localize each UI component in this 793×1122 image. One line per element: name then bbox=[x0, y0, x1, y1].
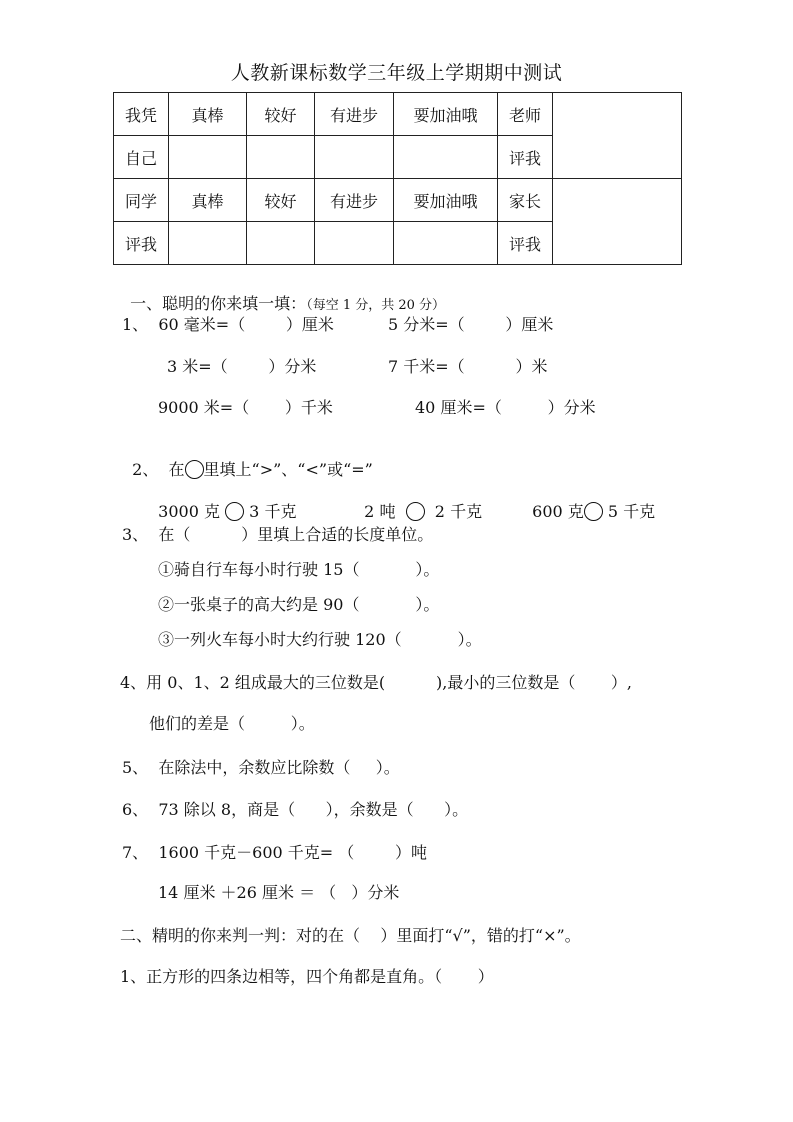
self-eval-cell-great[interactable] bbox=[169, 136, 247, 179]
q2-suffix: 里填上“>”、“<”或“=” bbox=[203, 460, 373, 479]
q1-cm-to-dm: 40 厘米=（ ）分米 bbox=[415, 398, 596, 417]
q2-c2-left: 2 吨 bbox=[364, 502, 396, 521]
peer-eval-cell-try-harder[interactable] bbox=[394, 222, 498, 265]
self-eval-cell-try-harder[interactable] bbox=[394, 136, 498, 179]
page-title: 人教新课标数学三年级上学期期中测试 bbox=[230, 62, 563, 84]
teacher-eval-label-top: 老师 bbox=[498, 93, 553, 136]
section1-score-note: （每空 1 分，共 20 分） bbox=[306, 298, 446, 313]
q2-c2-right: 2 千克 bbox=[434, 502, 483, 521]
q3-instruction: 3、 在（ ）里填上合适的长度单位。 bbox=[122, 525, 434, 544]
self-eval-label-bottom: 自己 bbox=[114, 136, 169, 179]
q1-m-to-km: 9000 米=（ ）千米 bbox=[158, 398, 333, 417]
q2-c1-left: 3000 克 bbox=[158, 502, 220, 521]
q5: 5、 在除法中，余数应比除数（ ）。 bbox=[122, 758, 400, 777]
level-good: 较好 bbox=[247, 179, 315, 222]
q3-item-a: ①骑自行车每小时行驶 15（ ）。 bbox=[158, 560, 440, 579]
peer-eval-cell-good[interactable] bbox=[247, 222, 315, 265]
level-good: 较好 bbox=[247, 93, 315, 136]
self-eval-cell-good[interactable] bbox=[247, 136, 315, 179]
q1-km-to-m: 7 千米=（ ）米 bbox=[388, 357, 548, 376]
q7-line2: 14 厘米 ＋26 厘米 ＝ （ ）分米 bbox=[158, 883, 400, 902]
q2-instruction bbox=[122, 440, 373, 480]
self-eval-cell-progress[interactable] bbox=[315, 136, 394, 179]
parent-eval-label-top: 家长 bbox=[498, 179, 553, 222]
q2-c1-right: 3 千克 bbox=[249, 502, 297, 521]
section2-heading: 二、精明的你来判一判：对的在（ ）里面打“√”，错的打“×”。 bbox=[120, 926, 581, 945]
level-progress: 有进步 bbox=[315, 93, 394, 136]
q2-c3-right: 5 千克 bbox=[607, 502, 656, 521]
q4-line1: 4、用 0、1、2 组成最大的三位数是( ),最小的三位数是（ ）, bbox=[120, 673, 633, 692]
self-eval-label-top: 我凭 bbox=[114, 93, 169, 136]
evaluation-table bbox=[113, 92, 682, 265]
circle-icon bbox=[185, 460, 204, 479]
q2-compare-1 bbox=[148, 482, 296, 522]
s2-q1: 1、正方形的四条边相等，四个角都是直角。（ ） bbox=[120, 967, 494, 986]
level-try-harder: 要加油哦 bbox=[394, 179, 498, 222]
teacher-eval-cell[interactable] bbox=[553, 93, 682, 179]
compare-circle-1[interactable] bbox=[225, 502, 244, 521]
q1-m-to-dm: 3 米=（ ）分米 bbox=[167, 357, 317, 376]
parent-eval-label-bottom: 评我 bbox=[498, 222, 553, 265]
level-try-harder: 要加油哦 bbox=[394, 93, 498, 136]
q3-item-c: ③一列火车每小时大约行驶 120（ ）。 bbox=[158, 630, 482, 649]
parent-eval-cell[interactable] bbox=[553, 179, 682, 265]
peer-eval-label-bottom: 评我 bbox=[114, 222, 169, 265]
peer-eval-cell-progress[interactable] bbox=[315, 222, 394, 265]
q6: 6、 73 除以 8，商是（ ），余数是（ ）。 bbox=[122, 800, 469, 819]
q2-compare-2 bbox=[354, 482, 482, 522]
q2-c3-left: 600 克 bbox=[532, 502, 584, 521]
level-great: 真棒 bbox=[169, 179, 247, 222]
q2-prefix: 2、 在 bbox=[132, 460, 185, 479]
section1-heading-row bbox=[120, 274, 445, 316]
level-progress: 有进步 bbox=[315, 179, 394, 222]
q4-line2: 他们的差是（ ）。 bbox=[149, 714, 315, 733]
compare-circle-3[interactable] bbox=[584, 502, 603, 521]
q3-item-b: ②一张桌子的高大约是 90（ ）。 bbox=[158, 595, 440, 614]
compare-circle-2[interactable] bbox=[406, 502, 425, 521]
q1-mm-to-cm: 1、 60 毫米=（ ）厘米 bbox=[122, 315, 334, 334]
q2-compare-3 bbox=[522, 482, 655, 522]
q1-dm-to-cm: 5 分米=（ ）厘米 bbox=[388, 315, 554, 334]
teacher-eval-label-bottom: 评我 bbox=[498, 136, 553, 179]
peer-eval-label-top: 同学 bbox=[114, 179, 169, 222]
peer-eval-cell-great[interactable] bbox=[169, 222, 247, 265]
level-great: 真棒 bbox=[169, 93, 247, 136]
section1-heading: 一、聪明的你来填一填： bbox=[130, 294, 307, 313]
q7-line1: 7、 1600 千克－600 千克= （ ）吨 bbox=[122, 843, 427, 862]
